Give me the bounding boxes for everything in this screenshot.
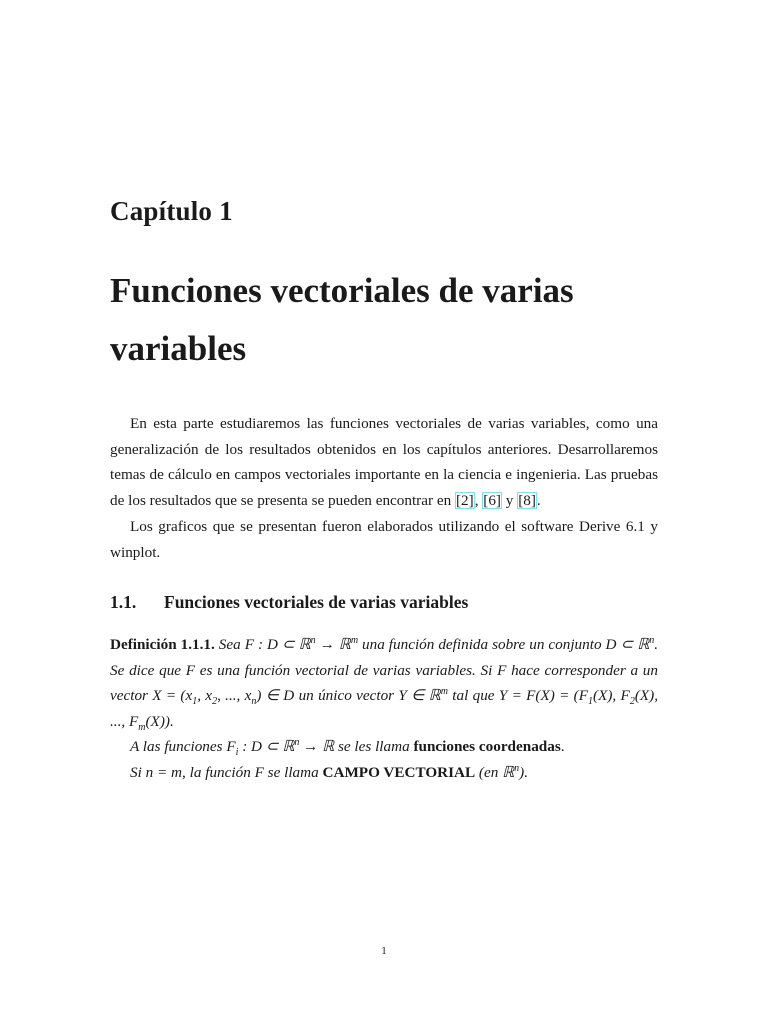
citation-link-6[interactable]: [6] [483,491,501,509]
chapter-title: Funciones vectoriales de varias variables [110,271,574,368]
math-expression: Y ∈ ℝ$^m$ [398,686,448,705]
section-number: 1.1. [110,592,137,612]
sentence-end: . [560,738,565,756]
definition-text: A las funciones [130,738,227,756]
definition-text: Sea [218,636,245,653]
definition-text: se les llama [334,738,414,756]
math-expression: F [185,661,196,679]
math-expression: D ⊂ ℝ$^n$ [605,634,655,653]
definition-text: es una función vectorial de varias variables. Si [195,661,498,679]
definition-text: (en [475,763,503,781]
citation-link-8[interactable]: [8] [518,491,536,509]
definition-text: , la función [182,763,255,781]
page-number: 1 [381,945,387,957]
math-expression: ℝ$^n$ [502,762,520,781]
definition-block [110,632,658,786]
definition-text: una función definida sobre un conjunto [358,636,606,653]
definition-text: hace corresponder a un vector [110,661,658,705]
math-expression: n = m [145,763,183,781]
definition-label: Definición 1.1.1. [110,636,215,653]
math-expression: F [497,661,507,679]
definition-coordinate-functions [110,734,658,760]
definition-text: . Se dice que [110,636,659,679]
term-funciones-coordenadas: funciones coordenadas [413,738,561,756]
term-campo-vectorial: CAMPO VECTORIAL [322,763,476,781]
section-title: Funciones vectoriales de varias variables [164,592,469,612]
citation-link-2[interactable]: [2] [455,491,474,509]
intro-paragraph-1 [110,411,658,513]
section-heading [110,592,468,613]
citation-separator: , [474,491,483,509]
math-expression: F : D ⊂ ℝ$^n$ → ℝ$^m$ [244,634,359,653]
intro-paragraph-2: Los graficos que se presentan fueron elaborados utilizando el software Derive 6.1 y winplot. [110,518,658,561]
definition-text: tal que [447,687,499,705]
chapter-label: Capítulo 1 [110,196,233,226]
math-expression: $X = (x_1$, $x_2$, ..., $x_n$) ∈ D [152,687,295,708]
intro-paragraph-1-text: En esta parte estudiaremos las funciones vectoriales de varias variables, como una generalización de los resultados obtenidos en los capítulos anteriores. Desarrollaremos temas de cálculo en campos vectoriales importante en la ciencia e ingenieria. Las pruebas de los resultados que se presenta se pueden encontrar en [110,415,658,509]
math-expression: F [254,763,264,781]
math-expression: $Y = F(X) = (F_1(X)$, $F_2(X)$, ..., $F_m(X)$). [110,687,659,733]
citation-separator: y [502,491,518,509]
definition-text: se llama [263,763,323,781]
definition-text: ). [519,763,529,781]
sentence-end: . [536,491,541,509]
definition-text: un único vector [294,687,399,705]
math-expression: $F_i$ : D ⊂ ℝ$^n$ → ℝ [226,737,335,759]
definition-text: Si [130,763,146,781]
definition-statement [110,632,658,734]
definition-vector-field [110,760,658,786]
